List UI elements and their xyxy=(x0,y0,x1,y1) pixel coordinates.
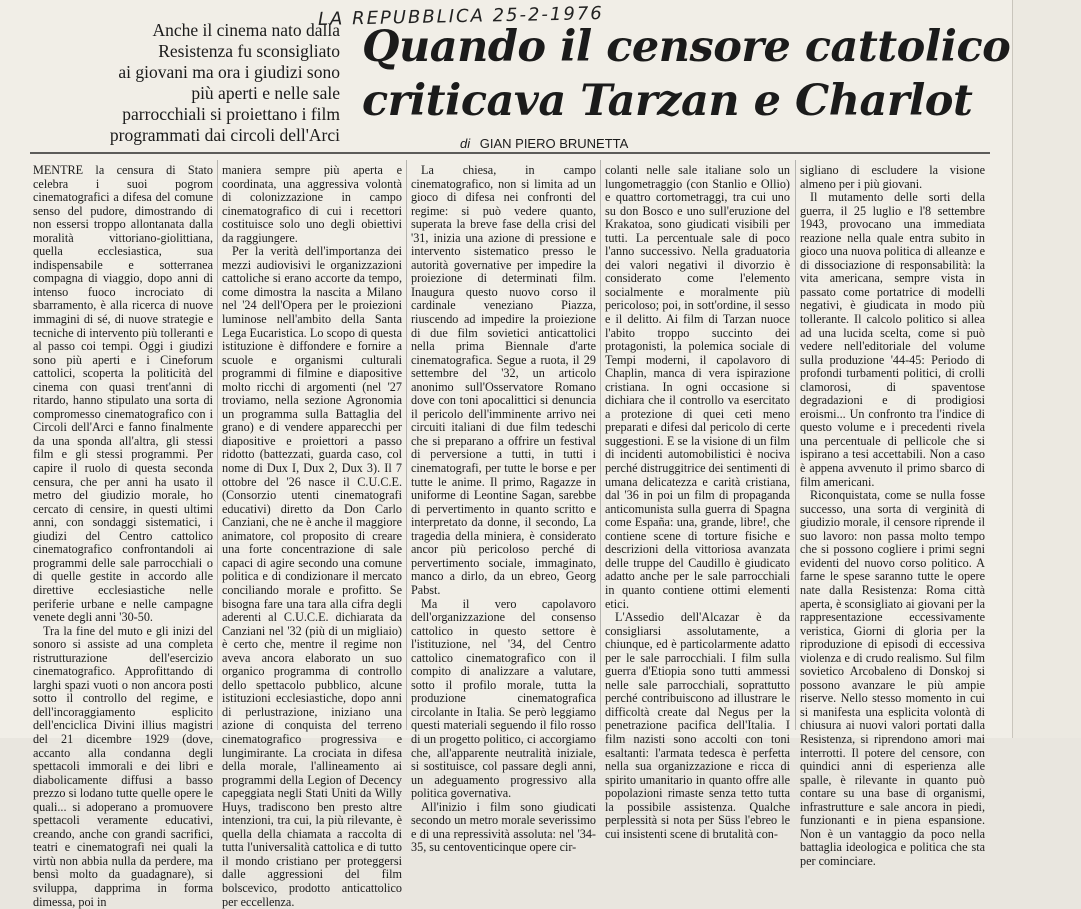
headline-line-2: criticava Tarzan e Charlot xyxy=(362,76,973,126)
deck-line: più aperti e nelle sale xyxy=(191,83,340,103)
paragraph: All'inizio i film sono giudicati secondo un metro morale severissimo e di una repressività assoluta: nel '34-35, su centoventicinque opere cir- xyxy=(411,799,596,855)
deck-line: programmati dai circoli dell'Arci xyxy=(109,125,340,145)
column-2 xyxy=(222,163,402,909)
handwritten-source-note: LA REPUBBLICA 25-2-1976 xyxy=(317,3,604,30)
article-headline xyxy=(362,20,1011,128)
column-3 xyxy=(411,163,596,855)
column-4 xyxy=(605,163,790,841)
deck-line: Anche il cinema nato dalla xyxy=(152,20,340,40)
deck-line: Resistenza fu sconsigliato xyxy=(158,41,340,61)
deck-line: parrocchiali si proiettano i film xyxy=(122,104,340,124)
byline xyxy=(460,136,628,151)
article-deck xyxy=(18,20,340,146)
paragraph: La chiesa, in campo cinematografico, non si limita ad un gioco di difesa nei confronti del regime: si può vedere quanto, superata la breve fase della crisi del '31, inizia una azione di pressione e intervento sistematico presso le autorità governative per impedire la proiezione di determinati film. Inaugura questo nuovo corso il cardinale veneziano Piazza, riuscendo ad impedire la proiezione di due film sovietici anticattolici nella prima Biennale d'arte cinematografica. Segue a ruota, il 29 settembre del '32, un articolo anonimo sull'Osservatore Romano dove con toni apocalittici si denuncia il pericolo dell'imminente arrivo nei circuiti italiani di due film tedeschi che si preparano a offrire un festival di perversione a tutti, in tutti i cinematografi, per tutte le borse e per tutte le anime. Il primo, Ragazze in uniforme di Leontine Sagan, sarebbe di pervertimento in quanto scritto e interpretato da donne, il secondo, La tragedia della miniera, è considerato ancor più pericoloso perché di pervertimento sociale, immaginato, manco a dirlo, da un ebreo, Georg Pabst. xyxy=(411,163,596,597)
column-1 xyxy=(33,163,213,909)
headline-line-1: Quando il censore cattolico xyxy=(362,22,1011,72)
column-divider xyxy=(406,160,407,730)
paragraph: Tra la fine del muto e gli inizi del sonoro si assiste ad una completa ristrutturazione dell'esercizio cinematografico. Approfittando di larghi spazi vuoti o non ancora posti sotto il controllo del regime, e dell'incoraggiamento esplicito dell'enciclica Divini illius magistri del 21 dicembre 1929 (dove, accanto alla condanna degli spettacoli immorali e dei libri e diabolicamente diffusi a basso prezzo si lodano tutte quelle opere le quali... si adoperano a promuovere spettacoli veramente educativi, creando, anche con grandi sacrifici, teatri e cinematografi nei quali la virtù non abbia nulla da perdere, ma bensì molto da guadagnare), si sviluppa, dapprima in forma dimessa, poi in xyxy=(33,623,213,909)
paragraph: Per la verità dell'importanza dei mezzi audiovisivi le organizzazioni cattoliche si erano accorte da tempo, come dimostra la nascita a Milano nel '24 dell'Opera per le proiezioni luminose nell'ambito della Santa Lega Eucaristica. Lo scopo di questa istituzione è diffondere e fornire a scuole e organismi culturali programmi di filmine e diapositive molto ricchi di argomenti (nel '27 troviamo, nella sezione Agronomia un programma sulla Battaglia del grano) e di vendere apparecchi per diapositive e proiettori a passo ridotto (battezzati, guarda caso, col nome di Dux I, Dux 2, Dux 3). Il 7 ottobre del '26 nasce il C.U.C.E. (Consorzio utenti cinematografi educativi) diretto da Don Carlo Canziani, che ne è anche il maggiore animatore, col proposito di creare una forte concentrazione di sale capaci di agire secondo una comune politica e di condizionare il mercato conciliando morale e profitto. Se bisogna fare una tara alla cifra degli aderenti al C.U.C.E. dichiarata da Canziani nel '32 (più di un migliaio) è certo che, mentre il regime non aveva ancora elaborato un suo organico programma di controllo dello spettacolo pubblico, alcune istituzioni ecclesiastiche, dopo anni di perlustrazione, iniziano una azione di conquista del terreno cinematografico progressiva e lungimirante. La crociata in difesa della morale, l'allineamento ai programmi della Legion of Decency capeggiata negli Stati Uniti da Willy Huys, tradiscono ben presto altre intenzioni, tra cui, la più rilevante, è quella della chiamata a raccolta di tutta l'universalità cattolica e di tutto il mondo cristiano per proteggersi dalle aggressioni del film bolscevico, prodotto anticattolico per eccellenza. xyxy=(222,244,402,909)
byline-author: GIAN PIERO BRUNETTA xyxy=(479,136,629,151)
column-divider xyxy=(217,160,218,730)
column-divider xyxy=(795,160,796,730)
adjacent-article-fragment xyxy=(1012,0,1081,738)
byline-prefix: di xyxy=(460,136,471,151)
column-5 xyxy=(800,163,985,868)
paragraph: colanti nelle sale italiane solo un lungometraggio (con Stanlio e Ollio) e quattro cortometraggi, tra cui uno su don Bosco e uno sull'eruzione del Krakatoa, sono giudicati visibili per tutti. La percentuale sale di poco l'anno successivo. Nella graduatoria dei valori negativi il divorzio è considerato come l'elemento socialmente e moralmente più pericoloso; poi, in sott'ordine, il sesso e il delitto. Ai film di Tarzan nuoce l'abito troppo succinto dei protagonisti, la polemica sociale di Tempi moderni, il capolavoro di Chaplin, manca di vera ispirazione cristiana. In ogni occasione si dichiara che il controllo va esercitato a protezione di quei ceti meno preparati e difesi dal pericolo di certe suggestioni. E se la visione di un film di incidenti automobilistici è nociva perché distruggitrice dei sentimenti di umana delicatezza e carità cristiana, dal '36 in poi un film di propaganda anticomunista sulla guerra di Spagna come España: una, grande, libre!, che contiene scene di torture fisiche e descrizioni della vittoriosa avanzata delle truppe del Caudillo è giudicato adatto anche per le sale parrocchiali in quanto contiene ottimi elementi etici. xyxy=(605,163,790,611)
paragraph: Riconquistata, come se nulla fosse successo, una sorta di verginità di giudizio morale, il censore riprende il suo lavoro: non passa molto tempo che si possono cogliere i primi segni evidenti del nuovo corso politico. A farne le spese saranno tutte le opere nate dalla Resistenza: Roma città aperta, è sconsigliato ai giovani per la rappresentazione eccessivamente veristica, Giorni di gloria per la riproduzione di episodi di eccessiva violenza e di crudo realismo. Sul film sovietico Arcobaleno di Donskoj si possono avanzare le più ampie riserve. Nello stesso momento in cui si manifesta una esplicita volontà di chiusura ai nuovi valori portati dalla Resistenza, si riprendono amori mai interrotti. Il potere del censore, con quindici anni di esperienza alle spalle, è rilevante in quanto può contare su una base di organismi, infrastrutture e sale ancora in piedi, funzionanti e in piena espansione. Non è un vantaggio da poco nella battaglia ideologica e politica che sta per cominciare. xyxy=(800,488,985,868)
header-rule xyxy=(30,152,990,154)
paragraph: MENTRE la censura di Stato celebra i suoi pogrom cinematografici a difesa del comune senso del pudore, dimostrando di non essersi troppo allontanata dalla moralità vittoriano-giolittiana, quella ecclesiastica, sua indispensabile e sotterranea compagna di viaggio, dopo anni di intenso fuoco incrociato di sbarramento, è alla ricerca di nuove immagini di sé, di nuove strategie e tecniche di intervento più tolleranti e al passo coi tempi. Oggi i giudizi sono più aperti e i Cineforum cattolici, scoperta la politicità del cinema con quasi trent'anni di ritardo, hanno stipulato una sorta di compromesso cinematografico con i Circoli dell'Arci e fanno finalmente da una sponda all'altra, gli stessi film e gli stessi programmi. Per capire il ruolo di questa seconda censura, che per anni ha usato il metro del giudizio morale, ho cercato di censire, in questi ultimi anni, con sondaggi sistematici, i giudizi del Centro cattolico cinematografico confrontandoli ai programmi delle sale parrocchiali o di quelle gestite in accordo alle direttive ecclesiastiche nelle periferie urbane e nelle campagne venete degli anni '30-50. xyxy=(33,163,213,625)
paragraph: sigliano di escludere la visione almeno per i più giovani. xyxy=(800,163,985,191)
paragraph: Il mutamento delle sorti della guerra, il 25 luglio e l'8 settembre 1943, provocano una immediata reazione nella quale entra subito in gioco una nuova politica di alleanze e di dissociazione di responsabilità: la vita americana, sempre vista in passato come portatrice di modelli negativi, è giudicata in modo più tollerante. Il calcolo politico si allea ad una lucida scelta, come si può vedere nell'editoriale del volume sulla produzione '44-45: Periodo di profondi turbamenti politici, di crolli clamorosi, di spaventose degradazioni e di prodigiosi eroismi... Un confronto tra l'indice di questo volume e i precedenti rivela una percentuale di pellicole che si ispirano a tesi accettabili. Non a caso è appena avvenuto il primo sbarco di film americani. xyxy=(800,190,985,489)
paragraph: maniera sempre più aperta e coordinata, una aggressiva volontà di colonizzazione in campo cinematografico di cui i recettori costituisce solo uno degli obiettivi da raggiungere. xyxy=(222,163,402,245)
deck-line: ai giovani ma ora i giudizi sono xyxy=(118,62,340,82)
column-divider xyxy=(600,160,601,730)
paragraph: L'Assedio dell'Alcazar è da consigliarsi assolutamente, a chiunque, ed è particolarmente adatto per le sale parrocchiali. I film sulla guerra d'Etiopia sono tutti ammessi nelle sale parrocchiali, soprattutto perché contribuiscono ad illustrare le difficoltà create dal Negus per la penetrazione pacifica dell'Italia. I film nazisti sono accolti con toni esaltanti: l'armata tedesca è perfetta nella sua organizzazione e ricca di spirito umanitario in quanto offre alle popolazioni rimaste senza tetto tutta la possibile assistenza. Qualche perplessità si nota per Süss l'ebreo le cui insistenti scene di brutalità con- xyxy=(605,610,790,841)
paragraph: Ma il vero capolavoro dell'organizzazione del consenso cattolico in questo settore è l'istituzione, nel '34, del Centro cattolico cinematografico con il compito di analizzare a valutare, sotto il profilo morale, tutta la produzione cinematografica circolante in Italia. Se però leggiamo questi materiali seguendo il filo rosso di un progetto politico, ci accorgiamo che, all'apparente neutralità iniziale, si sostituisce, col passare degli anni, un adeguamento progressivo alla politica governativa. xyxy=(411,596,596,801)
